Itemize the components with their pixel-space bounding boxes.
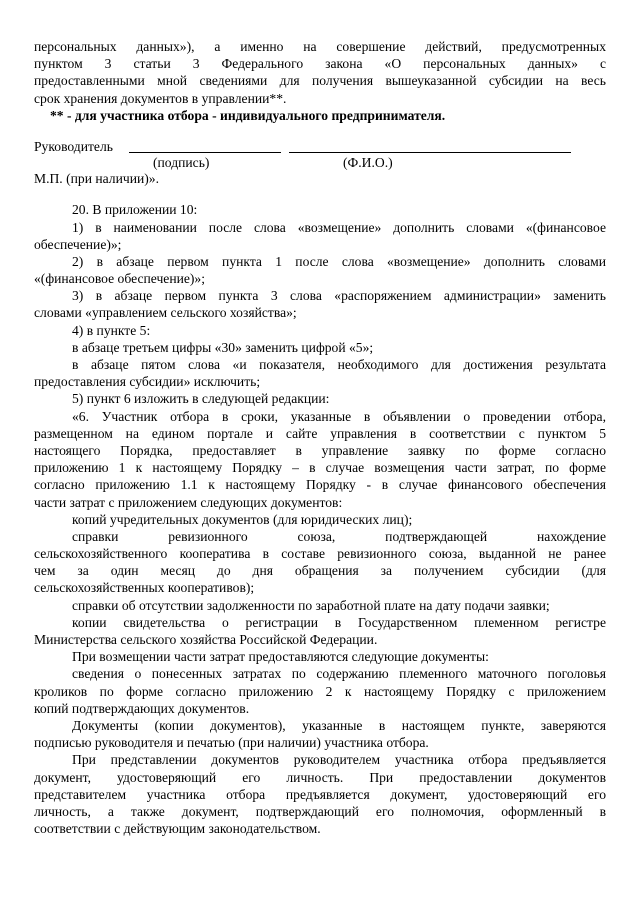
signature-row: [34, 138, 606, 155]
text-line: Документы (копии документов), указанные в настоящем пункте, заверяются: [72, 717, 606, 733]
text-line: «(финансовое обеспечение)»;: [34, 271, 206, 287]
point-6: [34, 408, 606, 838]
section-20: [34, 201, 606, 407]
list-item: справки ревизионного союза, подтверждающей нахождение: [72, 528, 606, 544]
text-line: приложению 1 к настоящему Порядку – в случае возмещения части затрат, по форме: [34, 460, 606, 476]
text-line: согласно приложению 1.1 к настоящему Порядку - в случае финансового обеспечения: [34, 477, 606, 493]
head-label: Руководитель: [34, 138, 113, 154]
footnote: ** - для участника отбора - индивидуального предпринимателя.: [50, 107, 446, 123]
text-line: словами «управлением сельского хозяйства»;: [34, 305, 297, 321]
text-line: кроликов по форме согласно приложению 2 к настоящему Порядку с приложением: [34, 683, 606, 699]
text-line: соответствии с действующим законодательством.: [34, 821, 321, 837]
text-line: представителем участника отбора предъявляется документ, удостоверяющий его: [34, 786, 606, 802]
text-line: 2) в абзаце первом пункта 1 после слова «возмещение» дополнить словами: [72, 253, 606, 269]
text-line: срок хранения документов в управлении**.: [34, 90, 287, 106]
text-line: документ, удостоверяющий его личность. При предоставлении документов: [34, 769, 606, 785]
text-line: сельскохозяйственных кооперативов);: [34, 580, 255, 596]
text-line: размещенном на едином портале и сайте управления в соответствии с пунктом 5: [34, 425, 606, 441]
text-line: При представлении документов руководителем участника отбора предъявляется: [72, 752, 606, 768]
signature-block: [34, 138, 606, 187]
text-line: подписью руководителя и печатью (при наличии) участника отбора.: [34, 735, 429, 751]
text-line: личность, а также документ, подтверждающий его полномочия, оформленный в: [34, 803, 606, 819]
signature-line: [129, 152, 281, 153]
text-line: копий подтверждающих документов.: [34, 700, 250, 716]
name-caption: (Ф.И.О.): [343, 155, 393, 171]
text-line: 5) пункт 6 изложить в следующей редакции:: [72, 391, 330, 407]
text-line: При возмещении части затрат предоставляются следующие документы:: [72, 649, 489, 665]
text-line: Министерства сельского хозяйства Российской Федерации.: [34, 632, 378, 647]
text-line: в абзаце пятом слова «и показателя, необходимого для достижения результата: [72, 357, 606, 372]
text-line: 1) в наименовании после слова «возмещение» дополнить словами «(финансовое: [72, 219, 606, 235]
list-item: копий учредительных документов (для юридических лиц);: [72, 511, 413, 527]
text-line: сельскохозяйственного кооператива в составе ревизионного союза, выданной не ранее: [34, 546, 606, 562]
sign-caption: (подпись): [153, 155, 210, 171]
text-line: 4) в пункте 5:: [72, 322, 151, 338]
text-line: чем за один месяц до дня обращения за получением субсидии (для: [34, 563, 606, 579]
text-line: 3) в абзаце первом пункта 3 слова «распоряжением администрации» заменить: [72, 288, 606, 304]
text-line: предоставления субсидии» исключить;: [34, 374, 261, 390]
name-line: [289, 152, 571, 153]
list-item: сведения о понесенных затратах по содержанию племенного маточного поголовья: [72, 666, 606, 682]
text-line: в абзаце третьем цифры «30» заменить цифрой «5»;: [72, 339, 374, 355]
caption-row: [34, 155, 606, 170]
text-line: персональных данных»), а именно на совершение действий, предусмотренных: [34, 39, 606, 54]
list-item: копии свидетельства о регистрации в Государственном племенном регистре: [72, 614, 606, 630]
text-line: части затрат с приложением следующих документов:: [34, 494, 343, 510]
text-line: обеспечение)»;: [34, 236, 122, 252]
document-page: [34, 38, 606, 837]
intro-paragraph: [34, 38, 606, 124]
text-line: пунктом 3 статьи 3 Федерального закона «О персональных данных» с: [34, 56, 606, 72]
list-item: справки об отсутствии задолженности по заработной плате на дату подачи заявки;: [72, 597, 550, 613]
text-line: «6. Участник отбора в сроки, указанные в объявлении о проведении отбора,: [72, 408, 606, 424]
text-line: настоящего Порядка, предоставляет в управление заявку по форме согласно: [34, 442, 606, 458]
stamp-line: М.П. (при наличии)».: [34, 171, 159, 187]
text-line: предоставленными мной сведениями для получения вышеуказанной субсидии на весь: [34, 73, 606, 89]
section-title: 20. В приложении 10:: [72, 202, 198, 218]
